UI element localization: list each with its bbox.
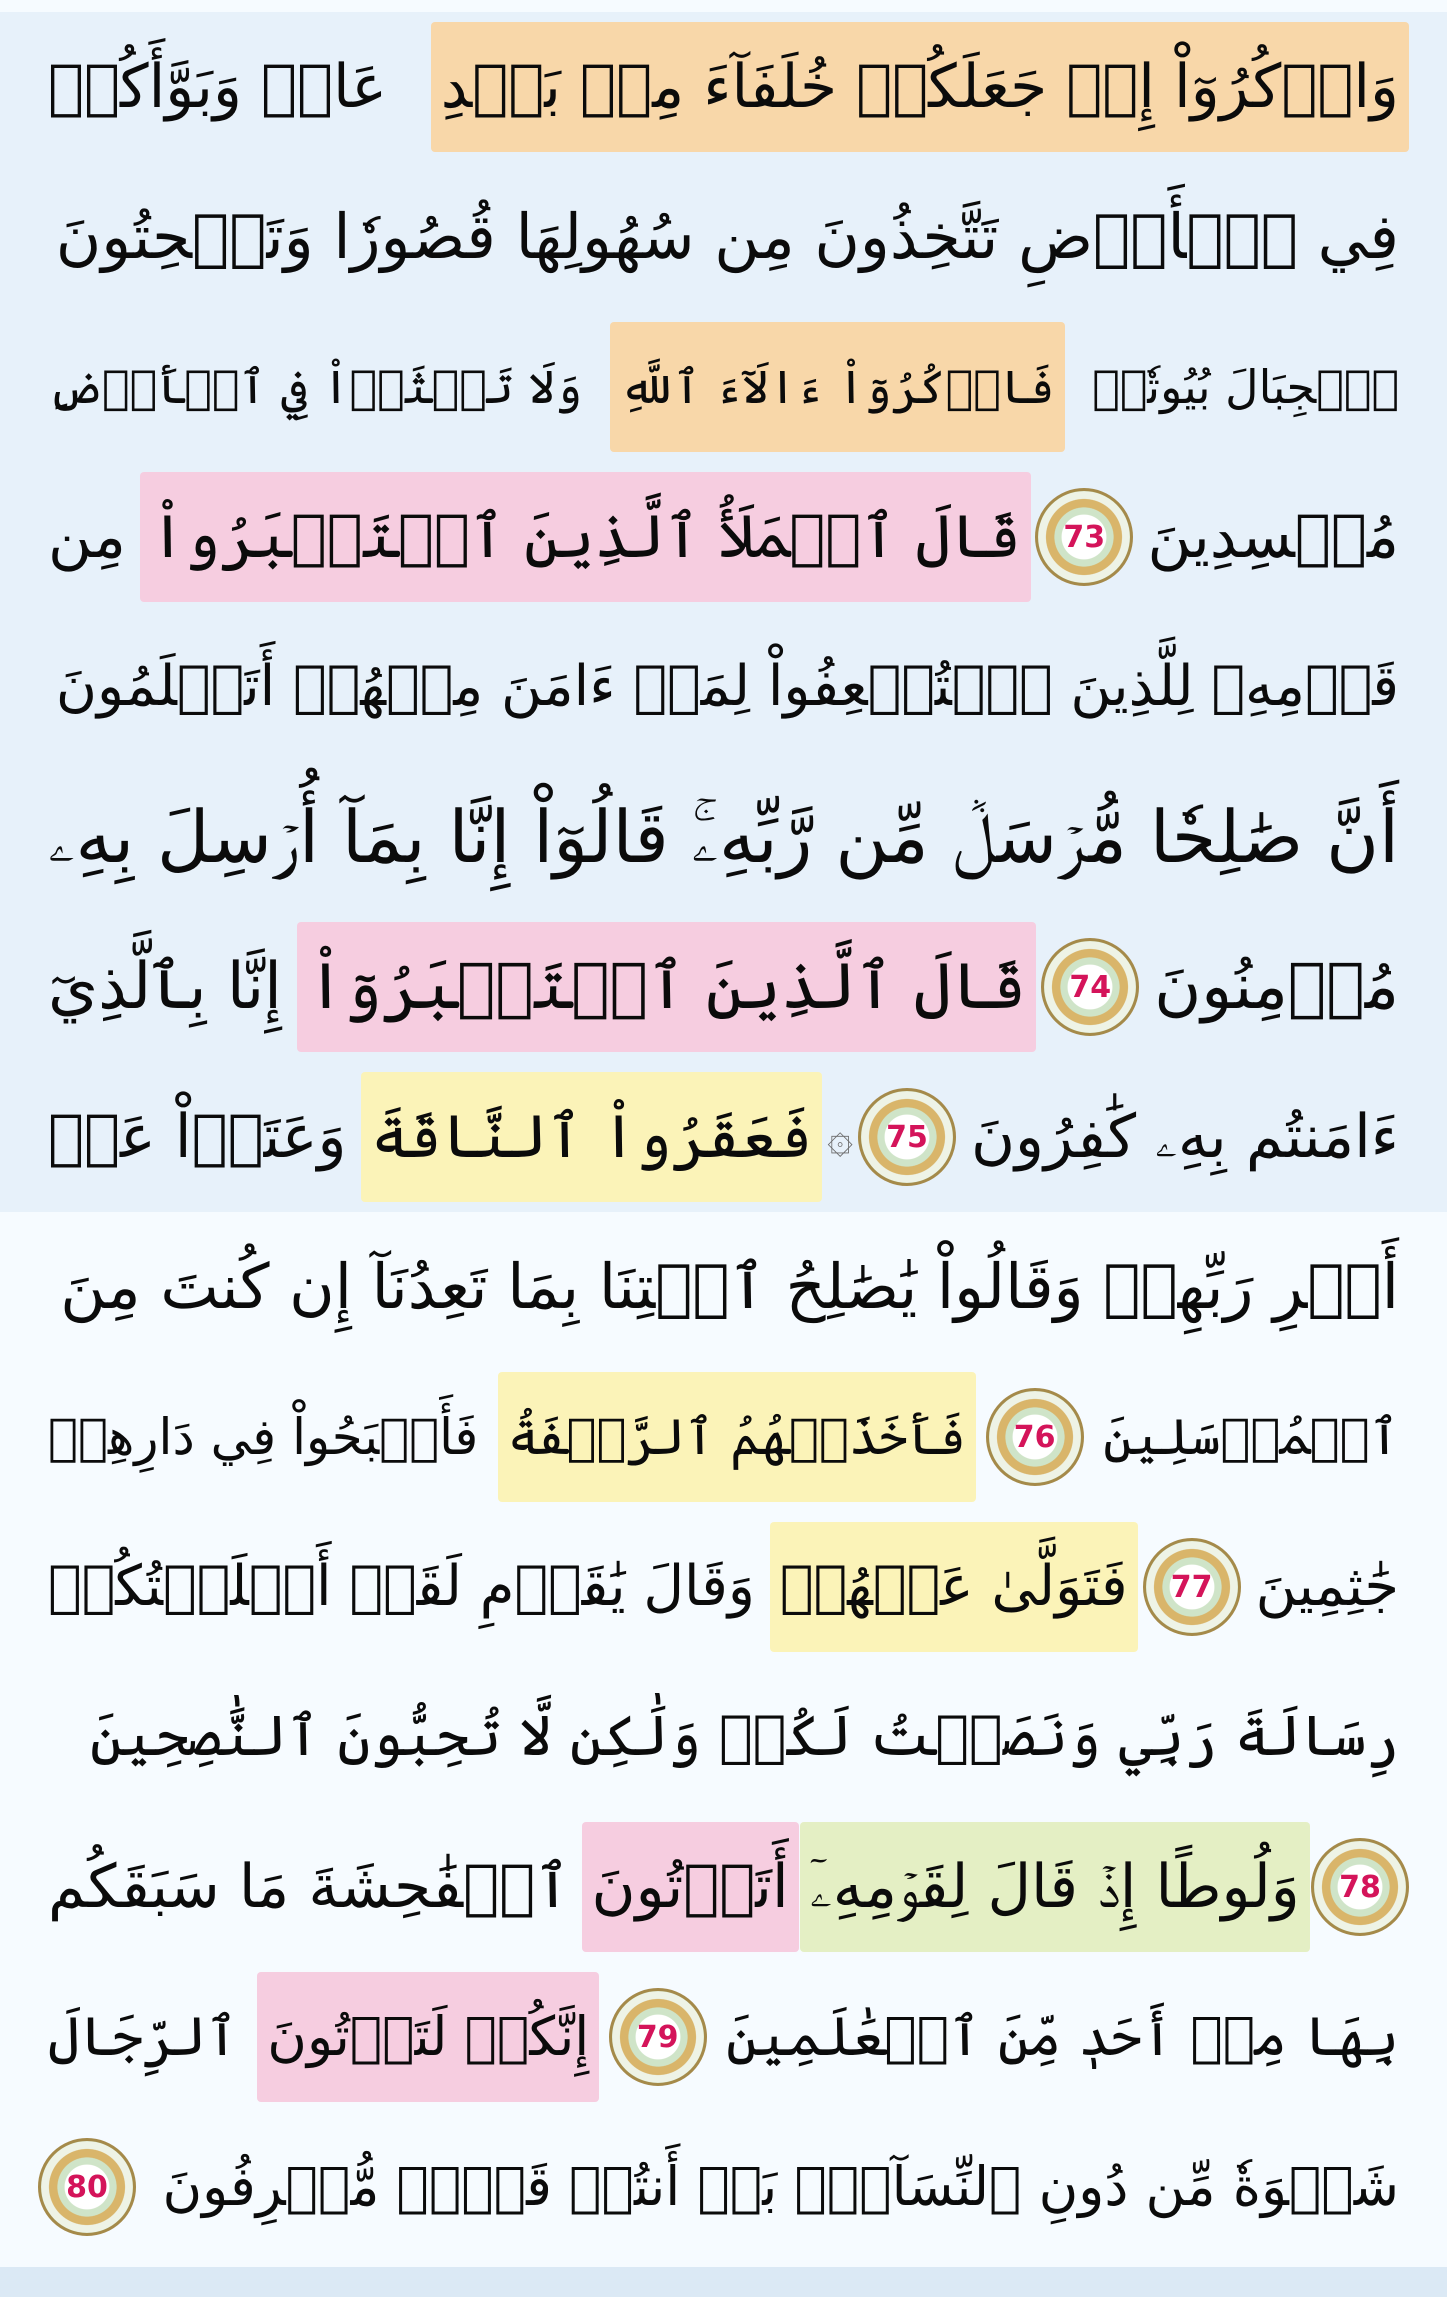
text-line bbox=[38, 1512, 1409, 1662]
verse-text: ٱلۡفَٰحِشَةَ مَا سَبَقَكُم bbox=[48, 1852, 571, 1922]
verse-text: وَقَالَ يَٰقَوۡمِ لَقَدۡ أَبۡلَغۡتُكُمۡ bbox=[48, 1554, 755, 1619]
verse-text: وَلَا تَعۡثَوۡاْ فِي ٱلۡأَرۡضِ bbox=[48, 360, 583, 414]
ayah-number-marker[interactable]: 77 bbox=[1143, 1538, 1241, 1636]
verse-text: شَهۡوَةٗ مِّن دُونِ ٱلنِّسَآءِۚ بَلۡ أَنتُمۡ قَوۡمٞ مُّسۡرِفُونَ bbox=[162, 2155, 1399, 2218]
verse-text: ٱلرِّجَالَ bbox=[48, 2005, 238, 2068]
text-line bbox=[38, 312, 1409, 462]
ayah-number-marker[interactable]: 73 bbox=[1035, 488, 1133, 586]
highlighted-verse-text: وَلُوطًا إِذۡ قَالَ لِقَوۡمِهِۦٓ bbox=[800, 1822, 1310, 1952]
verse-text: قَوۡمِهِۦ لِلَّذِينَ ٱسۡتُضۡعِفُواْ لِمَنۡ ءَامَنَ مِنۡهُمۡ أَتَعۡلَمُونَ bbox=[55, 654, 1399, 719]
hizb-star-icon: ۞ bbox=[827, 1111, 854, 1163]
highlighted-verse-text: قَالَ ٱلۡمَلَأُ ٱلَّذِينَ ٱسۡتَكۡبَرُواْ bbox=[140, 472, 1031, 602]
highlighted-verse-text: فَعَقَرُواْ ٱلنَّاقَةَ bbox=[361, 1072, 822, 1202]
verse-text: فِي ٱلۡأَرۡضِ تَتَّخِذُونَ مِن سُهُولِهَا قُصُورٗا وَتَنۡحِتُونَ bbox=[55, 200, 1399, 273]
text-line bbox=[38, 12, 1409, 162]
highlighted-verse-text: قَالَ ٱلَّذِينَ ٱسۡتَكۡبَرُوٓاْ bbox=[297, 922, 1036, 1052]
highlighted-verse-text: إِنَّكُمۡ لَتَأۡتُونَ bbox=[257, 1972, 599, 2102]
text-line bbox=[38, 162, 1409, 312]
verse-text: مِن bbox=[48, 502, 126, 572]
highlighted-verse-text: فَتَوَلَّىٰ عَنۡهُمۡ bbox=[770, 1522, 1138, 1652]
verse-text: أَنَّ صَٰلِحٗا مُّرۡسَلٞ مِّن رَّبِّهِۦۚ قَالُوٓاْ إِنَّا بِمَآ أُرۡسِلَ بِهِۦ bbox=[48, 795, 1399, 879]
text-line bbox=[38, 1812, 1409, 1962]
highlighted-verse-text: أَتَأۡتُونَ bbox=[582, 1822, 799, 1952]
highlighted-verse-text: فَاذۡكُرُوٓاْ ءَالَآءَ ٱللَّهِ bbox=[610, 322, 1065, 452]
text-line bbox=[38, 1062, 1409, 1212]
verse-text: عَادٖ وَبَوَّأَكُمۡ bbox=[48, 52, 388, 122]
text-line bbox=[38, 912, 1409, 1062]
ayah-number-marker[interactable]: 74 bbox=[1041, 938, 1139, 1036]
highlighted-verse-text: وَاذۡكُرُوٓاْ إِذۡ جَعَلَكُمۡ خُلَفَآءَ مِنۢ بَعۡدِ bbox=[431, 22, 1409, 152]
verse-text: إِنَّا بِٱلَّذِيٓ bbox=[48, 950, 282, 1024]
text-line bbox=[38, 1662, 1409, 1812]
verse-text: وَعَتَوۡاْ عَنۡ bbox=[48, 1102, 347, 1172]
verse-text: جَٰثِمِينَ bbox=[1255, 1554, 1399, 1619]
text-line bbox=[38, 1962, 1409, 2112]
verse-text: أَمۡرِ رَبِّهِمۡ وَقَالُواْ يَٰصَٰلِحُ ٱئۡتِنَا بِمَا تَعِدُنَآ إِن كُنتَ مِنَ bbox=[60, 1250, 1399, 1323]
verse-text: رِسَالَةَ رَبِّي وَنَصَحۡتُ لَكُمۡ وَلَٰكِن لَّا تُحِبُّونَ ٱلنَّٰصِحِينَ bbox=[89, 1704, 1399, 1769]
ayah-number-marker[interactable]: 76 bbox=[986, 1388, 1084, 1486]
ayah-number-marker[interactable]: 80 bbox=[38, 2138, 136, 2236]
ayah-number-marker[interactable]: 78 bbox=[1311, 1838, 1409, 1936]
text-line bbox=[38, 1362, 1409, 1512]
verse-text: مُفۡسِدِينَ bbox=[1147, 502, 1399, 572]
highlighted-verse-text: فَأَخَذَتۡهُمُ ٱلرَّجۡفَةُ bbox=[498, 1372, 976, 1502]
verse-text: فَأَصۡبَحُواْ فِي دَارِهِمۡ bbox=[48, 1408, 479, 1466]
text-line bbox=[38, 2112, 1409, 2262]
text-line bbox=[38, 762, 1409, 912]
verse-text: مُؤۡمِنُونَ bbox=[1154, 950, 1399, 1024]
verse-text: ٱلۡجِبَالَ بُيُوتٗاۖ bbox=[1092, 360, 1399, 414]
ayah-number-marker[interactable]: 75 bbox=[858, 1088, 956, 1186]
verse-text: ءَامَنتُم بِهِۦ كَٰفِرُونَ bbox=[970, 1102, 1399, 1172]
text-line bbox=[38, 612, 1409, 762]
text-line bbox=[38, 1212, 1409, 1362]
ayah-number-marker[interactable]: 79 bbox=[609, 1988, 707, 2086]
page-footer-strip bbox=[0, 2267, 1447, 2297]
verse-text: ٱلۡمُرۡسَلِينَ bbox=[1103, 1408, 1399, 1466]
text-line bbox=[38, 462, 1409, 612]
verse-text: بِهَا مِنۡ أَحَدٖ مِّنَ ٱلۡعَٰلَمِينَ bbox=[726, 2005, 1399, 2068]
